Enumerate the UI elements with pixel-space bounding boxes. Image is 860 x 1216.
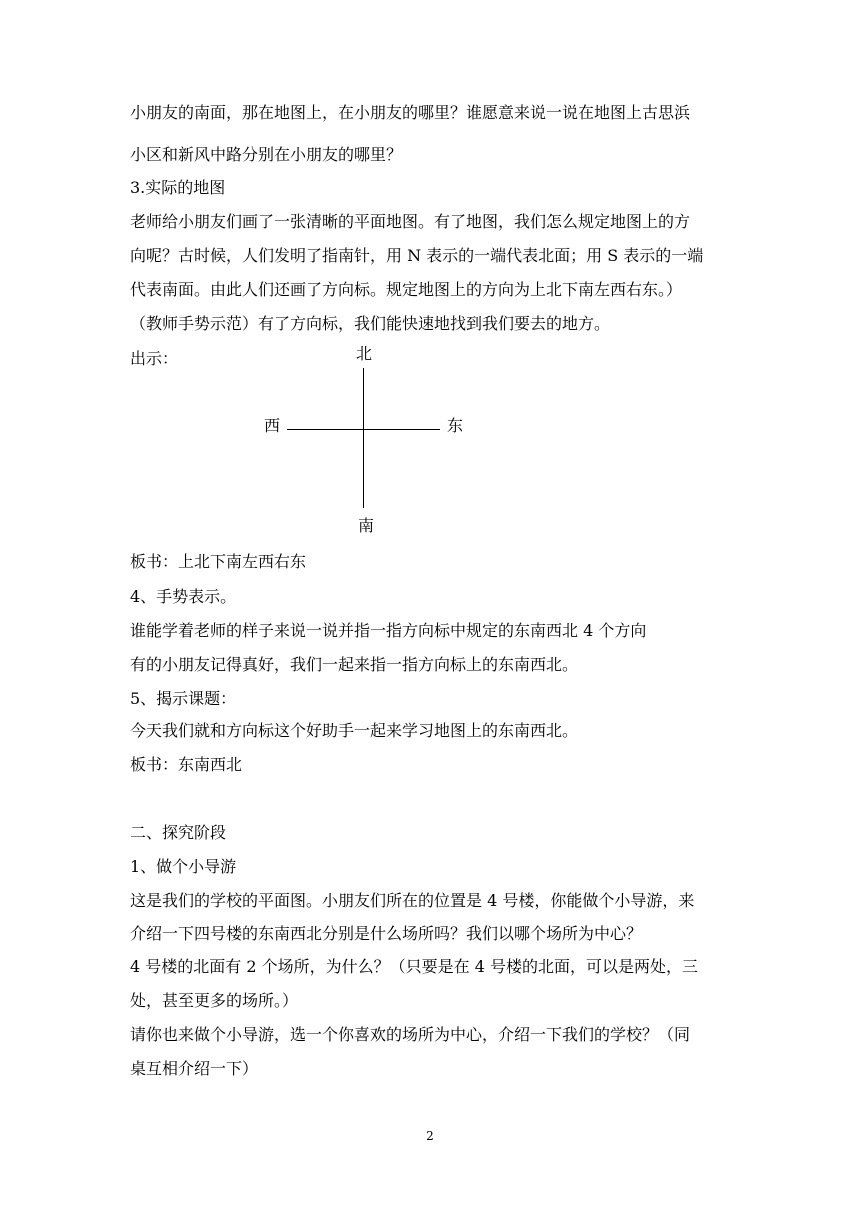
section-heading: 3.实际的地图: [130, 178, 226, 197]
text-line: 老师给小朋友们画了一张清晰的平面地图。有了地图，我们怎么规定地图上的方: [130, 212, 691, 231]
text-line: 今天我们就和方向标这个好助手一起来学习地图上的东南西北。: [130, 721, 579, 740]
text-line: （教师手势示范）有了方向标，我们能快速地找到我们要去的地方。: [130, 314, 611, 333]
text-line: 桌互相介绍一下）: [130, 1059, 259, 1078]
text-line: 板书：东南西北: [130, 755, 243, 774]
text-line: 这是我们的学校的平面图。小朋友们所在的位置是 4 号楼，你能做个小导游，来: [130, 891, 695, 910]
compass-vertical-axis: [363, 368, 364, 508]
text-line: 代表南面。由此人们还画了方向标。规定地图上的方向为上北下南左西右东。）: [130, 280, 683, 299]
text-line: 谁能学着老师的样子来说一说并指一指方向标中规定的东南西北 4 个方向: [130, 621, 647, 640]
text-line: 出示：: [130, 349, 179, 368]
text-line: 请你也来做个小导游，选一个你喜欢的场所为中心，介绍一下我们的学校？（同: [130, 1025, 691, 1044]
text-line: 小区和新风中路分别在小朋友的哪里？: [130, 145, 403, 164]
compass-north-label: 北: [356, 344, 373, 363]
text-line: 介绍一下四号楼的东南西北分别是什么场所吗？我们以哪个场所为中心？: [130, 924, 643, 943]
text-line: 有的小朋友记得真好，我们一起来指一指方向标上的东南西北。: [130, 655, 579, 674]
text-line: 向呢？古时候，人们发明了指南针，用 N 表示的一端代表北面；用 S 表示的一端: [130, 246, 704, 265]
text-line: 板书：上北下南左西右东: [130, 552, 307, 571]
text-line: 处，甚至更多的场所。）: [130, 991, 299, 1010]
section-heading: 5、揭示课题：: [130, 689, 237, 708]
compass-south-label: 南: [358, 516, 375, 535]
text-line: 小朋友的南面，那在地图上，在小朋友的哪里？谁愿意来说一说在地图上古思浜: [130, 103, 691, 122]
section-heading: 二、探究阶段: [130, 823, 227, 842]
section-heading: 1、做个小导游: [130, 857, 237, 876]
page-number: 2: [426, 1129, 434, 1143]
compass-east-label: 东: [447, 416, 464, 435]
section-heading: 4、手势表示。: [130, 587, 237, 606]
text-line: 4 号楼的北面有 2 个场所，为什么？（只要是在 4 号楼的北面，可以是两处，三: [130, 957, 698, 976]
compass-west-label: 西: [264, 416, 281, 435]
compass-diagram: [250, 340, 490, 545]
